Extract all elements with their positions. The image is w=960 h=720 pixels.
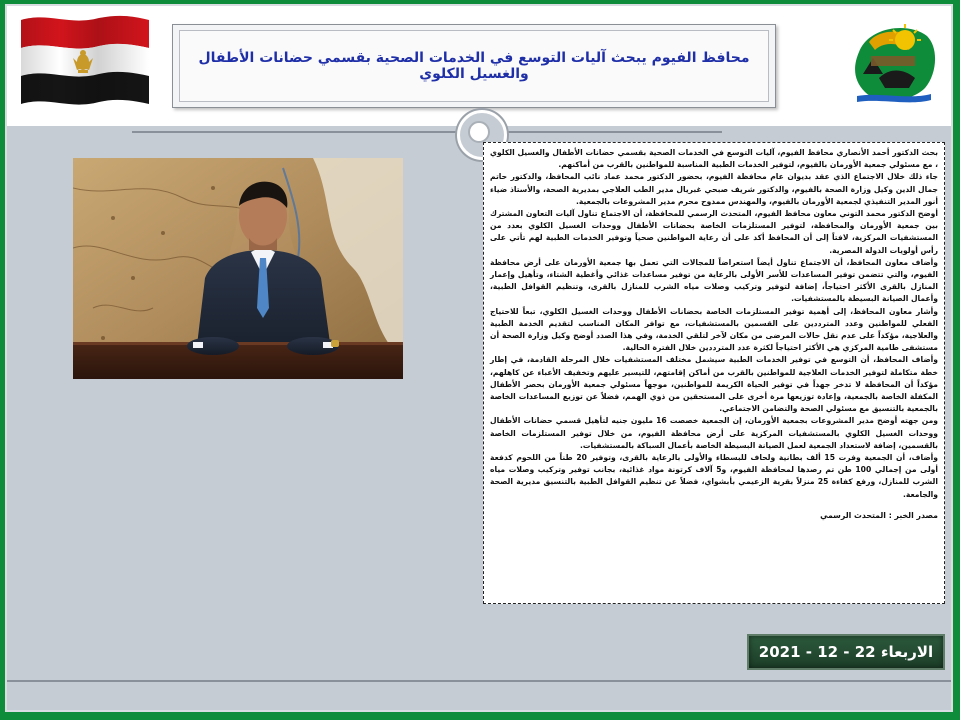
date-text: الاربعاء 22 - 12 - 2021 <box>758 643 934 661</box>
page-frame <box>5 4 953 712</box>
article-paragraph: وأضاف المحافظ، أن التوسع في توفير الخدمات الطبية سيشمل مختلف المستشفيات خلال المرحلة القادمة، في إطار خطة متكاملة لتوفير الخدمات العلاجية للمواطنين بالقرب من أماكن إقامتهم، للتيسير عليهم وتخفيف الأعباء عن كاهلهم، مؤكداً أن المحافظة لا تدخر جهداً في توفير الحياة الكريمة للمواطنين، موجهاً مسئولي جمعية الأورمان بحصر الأطفال المكفلة الخاصة بالجمعية، وإعادة توزيعها مرة أخرى على المستحقين من ذوي الهمم، فضلاً عن توزيع المساعدات الخاصة بالجمعية بالتنسيق مع مسئولي الصحة والتضامن الاجتماعي. <box>490 355 938 414</box>
title-box <box>172 24 776 108</box>
title-box-inner <box>179 30 769 102</box>
article-photo <box>73 158 403 379</box>
article-paragraph: وأشار معاون المحافظ، إلى أهمية توفير المستلزمات الخاصة بحضانات الأطفال ووحدات الغسيل الكلوي، تبعاً للاحتياج الفعلي للمواطنين وعدد المترددين على القسمين بالمستشفيات، مع توافر المكان المناسب لتقديم الخدمة الطبية والعلاجية، مؤكداً على عدم نقل حالات المرضى من مكان لآخر لتلقي الخدمة، وفي هذا الصدد أوضح وكيل وزارة الصحة أن مستشفى طامية المركزي هي الأكثر احتياجاً لكثرة عدد المترددين خلال الفترة الحالية. <box>490 306 938 353</box>
header-band <box>7 6 951 126</box>
article-paragraph: وأضاف معاون المحافظ، أن الاجتماع تناول أيضاً استعراضاً للمجالات التي تعمل بها جمعية الأورمان على أرض محافظة الفيوم، والتي تتضمن توفير المساعدات للأسر الأولى بالرعاية من توفير مساعدات غذائي وأغطية الشتاء، وتأهيل وإعمار المنازل بالقرى الأكثر احتياجاً، إضافة لتوفير وتركيب وصلات مياه الشرب للمنازل بالقرى، وتنظيم القوافل الطبية، وأعمال الصيانة البسيطة بالمستشفيات. <box>490 257 938 304</box>
header-divider <box>132 131 722 133</box>
article-source: مصدر الخبر : المتحدث الرسمي <box>820 510 938 520</box>
bottom-divider <box>7 680 951 682</box>
article-body <box>483 142 945 604</box>
article-paragraph: بحث الدكتور أحمد الأنصاري محافظ الفيوم، آليات التوسع في الخدمات الصحية بقسمي حضانات الأطفال والغسيل الكلوي ، مع مسئولي جمعية الأورمان بالفيوم، لتوفير الخدمات الطبية المناسبة للمواطنين بالقرب من أماكنهم. <box>490 148 938 170</box>
date-badge <box>747 634 945 670</box>
article-paragraph: وأضاف، أن الجمعية وفرت 15 ألف بطانية ولحاف للبسطاء والأولى بالرعاية بالقرى، وتوفير 20 طناً من اللحوم كدفعة أولى من إجمالي 100 طن تم رصدها لمحافظة الفيوم، و5 آلاف كرتونة مواد غذائية، بجانب توفير وتركيب وصلات مياه الشرب للمنازل، ورفع كفاءة 25 منزلاً بقرية الزعيمي بأبشواي، فضلاً عن تنظيم القوافل الطبية بالتنسيق مديرية الصحة والجامعة. <box>490 453 939 499</box>
article-paragraph: ومن جهته أوضح مدير المشروعات بجمعية الأورمان، إن الجمعية خصصت 16 مليون جنيه لتأهيل قسمي حضانات الأطفال ووحدات الغسيل الكلوي بالمستشفيات المركزية على أرض محافظة الفيوم، من خلال توفير المستلزمات الخاصة بالقسمين، إضافة لاستعداد الجمعية لعمل الصيانة البسيطة الخاصة بأعمال السباكة بالمستشفيات. <box>490 416 938 450</box>
fayoum-governorate-logo-icon <box>839 12 943 112</box>
article-paragraph: جاء ذلك خلال الاجتماع الذي عقد بديوان عام محافظة الفيوم، بحضور الدكتور محمد عماد نائب المحافظ، والدكتور حاتم جمال الدين وكيل وزارة الصحة بالفيوم، والدكتور شريف صبحي غبريال مدير الطب العلاجي بمديرية الصحة، والأستاذ ضياء أنور المدير التنفيذي لجمعية الأورمان بالفيوم، والمهندس ممدوح محرم مدير المشروعات بالجمعية. <box>490 172 938 206</box>
egypt-flag-icon <box>19 12 151 106</box>
divider-ring-core <box>468 121 490 143</box>
page-title: محافظ الفيوم يبحث آليات التوسع في الخدمات الصحية بقسمي حضانات الأطفال والغسيل الكلوي <box>198 50 750 82</box>
article-paragraph: أوضح الدكتور محمد التوني معاون محافظ الفيوم، المتحدث الرسمي للمحافظة، أن الاجتماع تناول آليات التعاون المشترك بين جمعية الأورمان والمحافظة، لتوفير المستلزمات الخاصة بحضانات الأطفال ووحدات الغسيل الكلوي بعدد من المستشفيات المركزية، لافتاً إلى أن المحافظ أكد على أن رعاية المواطنين صحياً وتوفير الخدمات الطبية لهم تأتي على رأس أولويات الدولة المصرية. <box>490 209 938 255</box>
